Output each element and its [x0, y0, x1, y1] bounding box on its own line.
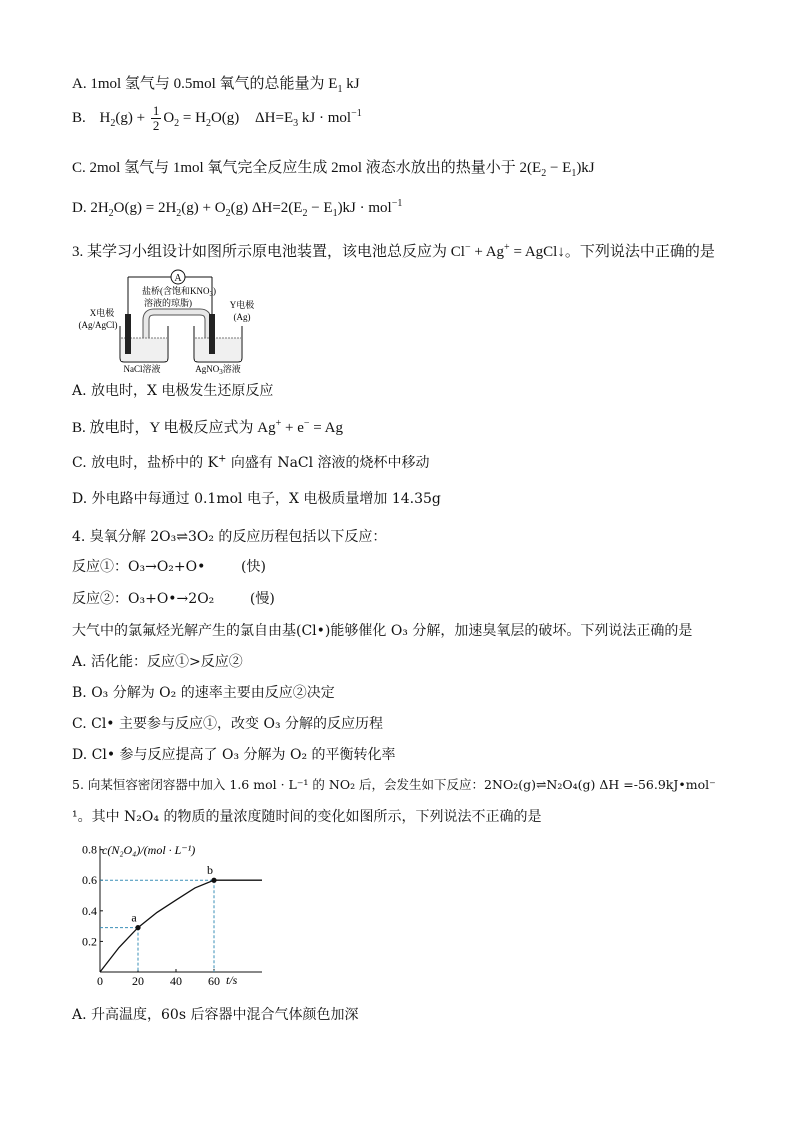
- salt-bridge-label-1: 盐桥(含饱和$KNO_3$): [142, 286, 216, 298]
- concentration-time-chart: [72, 838, 262, 986]
- q3-c-b: 向盛有 NaCl 溶液的烧杯中移动: [226, 455, 430, 471]
- y-axis-label: c(N₂O₄)/(mol · L⁻¹): [102, 843, 196, 857]
- q3-stem: 3. 某学习小组设计如图所示原电池装置，该电池总反应为 Cl− + Ag+ = AgCl↓。下列说法中正确的是: [72, 242, 715, 260]
- q2-a-sym: E: [328, 76, 338, 92]
- q4-reaction-1: 反应①：O₃→O₂+O• (快): [72, 559, 266, 575]
- q4-intro: 大气中的氯氟烃光解产生的氯自由基(Cl•)能够催化 O₃ 分解，加速臭氧层的破坏。下列说法正确的是: [72, 623, 693, 639]
- galvanic-cell-diagram: [72, 266, 272, 374]
- q4-option-c: C. Cl• 主要参与反应①，改变 O₃ 分解的反应历程: [72, 716, 383, 732]
- q5-stem-1: 5. 向某恒容密闭容器中加入 1.6 mol · L⁻¹ 的 NO₂ 后，会发生如下反应：2NO₂(g)⇌N₂O₄(g) ΔH =-56.9kJ•mol⁻: [72, 777, 716, 792]
- q2-b-sup: −1: [351, 107, 362, 119]
- q2-a-sub: 1: [337, 84, 343, 95]
- q2-b-num: 1: [152, 103, 160, 118]
- x-electrode-label: X电极: [89, 308, 115, 318]
- q4-option-b: B. O₃ 分解为 O₂ 的速率主要由反应②决定: [72, 685, 335, 701]
- q2-d-text: D. 2H: [72, 200, 109, 216]
- q2-b-dh: ΔH=E: [255, 109, 294, 126]
- q2-d-sup: −1: [391, 198, 403, 209]
- q2-c-s2: 2: [541, 168, 547, 179]
- x-tick-label: 60: [208, 974, 220, 986]
- y-tick-label: 0.6: [82, 873, 97, 888]
- ammeter-label: A: [174, 273, 182, 284]
- y-electrode-label: Y电极: [229, 300, 255, 310]
- chart-marks: [131, 863, 216, 930]
- y-tick-label: 0.8: [82, 842, 97, 857]
- q2-option-d: D. $2H_2O(g) = 2H_2(g) + O_2(g) \Delta H=2(E_2 - E_1)kJ \cdot mol^{-1}$: [72, 198, 403, 219]
- q2-b-fraction: [151, 104, 162, 133]
- q2-d-r4: − E: [307, 200, 333, 216]
- agno3-solution-label: AgNO$_3$溶液: [195, 364, 241, 374]
- point-b: [211, 878, 216, 883]
- q2-d-r1: O(g) = 2H: [113, 200, 177, 216]
- y-electrode-material: (Ag): [233, 312, 251, 322]
- q3-b-b: + e: [281, 420, 304, 436]
- chart-guides: [100, 880, 214, 972]
- q4-option-d: D. Cl• 参与反应提高了 O₃ 分解为 O₂ 的平衡转化率: [72, 747, 396, 763]
- q5-stem-2: ¹。其中 N₂O₄ 的物质的量浓度随时间的变化如图所示，下列说法不正确的是: [72, 809, 542, 825]
- y-tick-label: 0.2: [82, 934, 97, 949]
- q2-d-r5: )kJ · mol: [337, 200, 392, 216]
- q2-d-r2: (g) + O: [181, 200, 226, 216]
- nacl-solution-label: NaCl溶液: [123, 364, 161, 374]
- point-a: [135, 925, 140, 930]
- q2-c-s1: 1: [571, 168, 577, 179]
- q3-b-c: = Ag: [309, 420, 343, 436]
- q5-option-a: A. 升高温度，60s 后容器中混合气体颜色加深: [72, 1007, 359, 1023]
- q2-d-r3: (g) ΔH=2(E: [230, 200, 303, 216]
- point-label-a: a: [131, 910, 137, 925]
- q3-option-a: A. 放电时，X 电极发生还原反应: [72, 383, 274, 399]
- q2-b-o: O: [163, 109, 175, 126]
- q2-a-unit: kJ: [342, 76, 360, 92]
- x-axis-label: t/s: [226, 973, 238, 986]
- q2-c-minus: − E: [546, 160, 572, 176]
- q2-b-water: O(g): [210, 109, 240, 126]
- x-electrode-material: (Ag/AgCl): [78, 320, 118, 330]
- q3-stem-c: = AgCl↓。下列说法中正确的是: [509, 244, 715, 260]
- q4-reaction-2: 反应②：O₃+O•→2O₂ (慢): [72, 591, 275, 607]
- chart-axes: [82, 843, 262, 986]
- q3-c-a: C. 放电时，盐桥中的 K: [72, 455, 219, 471]
- x-tick-label: 20: [132, 974, 144, 986]
- q2-b-dh-sub: 3: [293, 117, 299, 129]
- q2-option-c: [72, 156, 595, 179]
- q2-b-dh-unit: kJ · mol: [298, 109, 352, 126]
- q2-d-e2: 2: [302, 208, 308, 219]
- q3-stem-a: 3. 某学习小组设计如图所示原电池装置，该电池总反应为 Cl: [72, 244, 465, 260]
- point-label-b: b: [207, 863, 213, 878]
- series-curve: [100, 880, 262, 972]
- q4-stem: 4. 臭氧分解 2O₃⇌3O₂ 的反应历程包括以下反应：: [72, 529, 387, 545]
- q2-d-e1: 1: [332, 208, 338, 219]
- q2-b-label: B.: [72, 109, 86, 126]
- q2-c-expr: 2(E: [519, 160, 542, 176]
- q2-b-h: H: [99, 109, 111, 126]
- q2-option-a: [72, 72, 360, 95]
- q2-b-mid: = H: [179, 109, 206, 126]
- q4-option-a: A. 活化能：反应①>反应②: [72, 654, 243, 670]
- x-electrode: [125, 314, 131, 354]
- x-tick-label: 0: [97, 974, 103, 986]
- q2-b-g: (g) +: [115, 109, 146, 126]
- q2-option-b: B. $H_2(g)$ + $\frac{1}{2}$ $O_2 = H_2O(g)$ $\Delta H=E_3$ kJ · mol$^{-1}$: [72, 103, 362, 133]
- y-tick-label: 0.4: [82, 903, 97, 918]
- x-tick-label: 40: [170, 974, 182, 986]
- q2-a-text: A. 1mol 氢气与 0.5mol 氧气的总能量为: [72, 76, 329, 92]
- q3-option-b: B. 放电时，Y 电极反应式为 Ag+ + e− = Ag: [72, 418, 343, 436]
- salt-bridge-label-2: 溶液的琼脂): [144, 298, 192, 308]
- q2-c-end: )kJ: [576, 160, 595, 176]
- q2-b-den: 2: [152, 118, 160, 133]
- q3-stem-b: + Ag: [470, 244, 505, 260]
- q3-option-d: D. 外电路中每通过 0.1mol 电子，X 电极质量增加 14.35g: [72, 491, 441, 507]
- q3-b-a: B. 放电时，Y 电极反应式为 Ag: [72, 420, 276, 436]
- q2-c-text: C. 2mol 氢气与 1mol 氧气完全反应生成 2mol 液态水放出的热量小于: [72, 160, 520, 176]
- q3-option-c: C. 放电时，盐桥中的 K+ 向盛有 NaCl 溶液的烧杯中移动: [72, 453, 430, 471]
- y-electrode: [209, 314, 215, 354]
